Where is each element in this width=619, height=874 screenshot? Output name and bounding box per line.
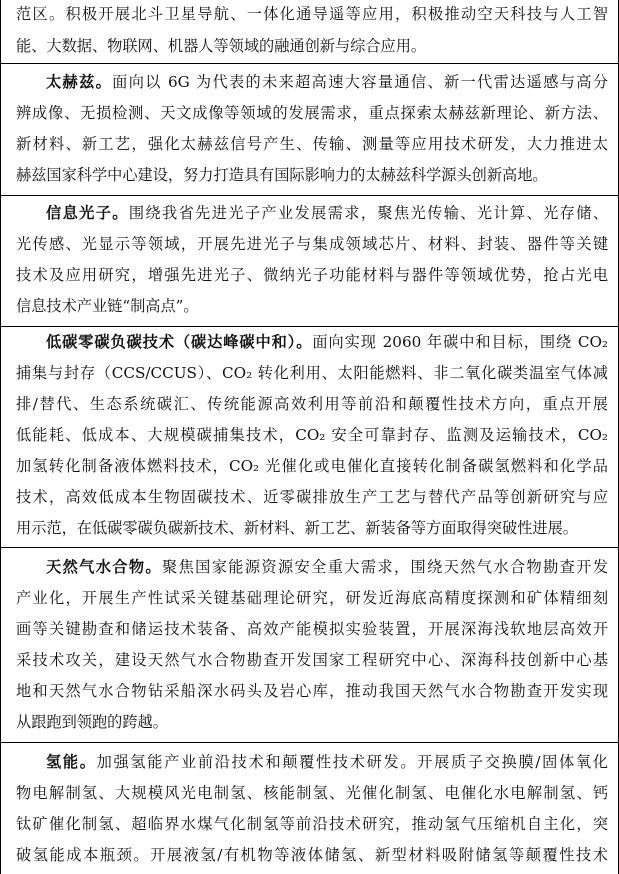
paragraph-line — [46, 552, 608, 582]
paragraph-keyword: 低碳零碳负碳技术（碳达峰碳中和）。 — [46, 333, 313, 351]
paragraph-text: 围绕我省先进光子产业发展需求，聚焦光传输、光计算、光存储、 — [128, 204, 608, 222]
paragraph-line: 排/替代、生态系统碳汇、传统能源高效利用等前沿和颠覆性技术方向，重点开展 — [16, 395, 608, 413]
paragraph-line: 采技术攻关，建设天然气水合物勘查开发国家工程研究中心、深海科技创新中心基 — [16, 651, 608, 669]
paragraph-text: 聚焦国家能源资源安全重大需求，围绕天然气水合物勘查开发 — [162, 558, 608, 576]
paragraph-line: 捕集与封存（CCS/CCUS）、CO₂ 转化利用、太阳能燃料、非二氧化碳类温室气体减 — [16, 364, 608, 382]
paragraph-text: 面向以 6G 为代表的未来超高速大容量通信、新一代雷达遥感与高分 — [112, 73, 608, 91]
paragraph-line: 辨成像、无损检测、天文成像等领域的发展需求，重点探索太赫兹新理论、新方法、 — [16, 104, 608, 122]
paragraph-line — [46, 198, 608, 228]
paragraph-low-carbon — [1, 326, 619, 547]
paragraph-line: 范区。积极开展北斗卫星导航、一体化通导遥等应用，积极推动空天科技与人工智 — [16, 5, 608, 23]
paragraph-line: 物电解制氢、大规模风光电制氢、核能制氢、光催化制氢、电催化水电解制氢、钙 — [16, 784, 608, 802]
paragraph-line: 能、大数据、物联网、机器人等领域的融通创新与综合应用。 — [16, 37, 427, 55]
paragraph-line — [46, 327, 608, 357]
paragraph-line — [46, 67, 608, 97]
paragraph-line: 产业化，开展生产性试采关键基础理论研究，研发近海底高精度探测和矿体精细刻 — [16, 589, 608, 607]
paragraph-line: 钛矿催化制氢、超临界水煤气化制氢等前沿技术研究，推动氢气压缩机自主化，突 — [16, 815, 608, 833]
paragraph-photonics — [1, 195, 619, 326]
paragraph-terahertz — [1, 63, 619, 195]
paragraph-line: 技术及应用研究，增强先进光子、微纳光子功能材料与器件等领域优势，抢占光电 — [16, 266, 608, 284]
paragraph-text: 加强氢能产业前沿技术和颠覆性技术研发。开展质子交换膜/固体氧化 — [96, 753, 608, 771]
paragraph-line: 赫兹国家科学中心建设，努力打造具有国际影响力的太赫兹科学源头创新高地。 — [16, 166, 548, 184]
paragraph-keyword: 信息光子。 — [46, 204, 129, 222]
paragraph-text: 面向实现 2060 年碳中和目标，围绕 CO₂ — [312, 333, 608, 351]
paragraph-keyword: 氢能。 — [46, 753, 97, 771]
paragraph-line: 加氢转化制备液体燃料技术，CO₂ 光催化或电催化直接转化制备碳氢燃料和化学品 — [16, 457, 608, 475]
paragraph-keyword: 太赫兹。 — [46, 73, 113, 91]
paragraph-satellite-application — [1, 0, 619, 63]
paragraph-line: 信息技术产业链“制高点”。 — [16, 297, 199, 315]
paragraph-line — [46, 747, 608, 777]
paragraph-gas-hydrate — [1, 547, 619, 742]
paragraph-keyword: 天然气水合物。 — [46, 558, 162, 576]
paragraph-hydrogen — [1, 742, 619, 874]
paragraph-line: 从跟跑到领跑的跨越。 — [16, 713, 168, 731]
paragraph-line: 破氢能成本瓶颈。开展液氢/有机物等液体储氢、新型材料吸附储氢等颠覆性技术 — [16, 846, 608, 864]
paragraph-line: 光传感、光显示等领域，开展先进光子与集成领域芯片、材料、封装、器件等关键 — [16, 235, 608, 253]
paragraph-line: 画等关键勘查和储运技术装备、高效产能模拟实验装置，开展深海浅软地层高效开 — [16, 620, 608, 638]
paragraph-line: 新材料、新工艺，强化太赫兹信号产生、传输、测量等应用技术研发，大力推进太 — [16, 135, 608, 153]
paragraph-line: 用示范，在低碳零碳负碳新技术、新材料、新工艺、新装备等方面取得突破性进展。 — [16, 519, 578, 537]
paragraph-line: 低能耗、低成本、大规模碳捕集技术，CO₂ 安全可靠封存、监测及运输技术，CO₂ — [16, 426, 608, 444]
paragraph-line: 地和天然气水合物钻采船深水码头及岩心库，推动我国天然气水合物勘查开发实现 — [16, 682, 608, 700]
paragraph-line: 技术，高效低成本生物固碳技术、近零碳排放生产工艺与替代产品等创新研究与应 — [16, 488, 608, 506]
